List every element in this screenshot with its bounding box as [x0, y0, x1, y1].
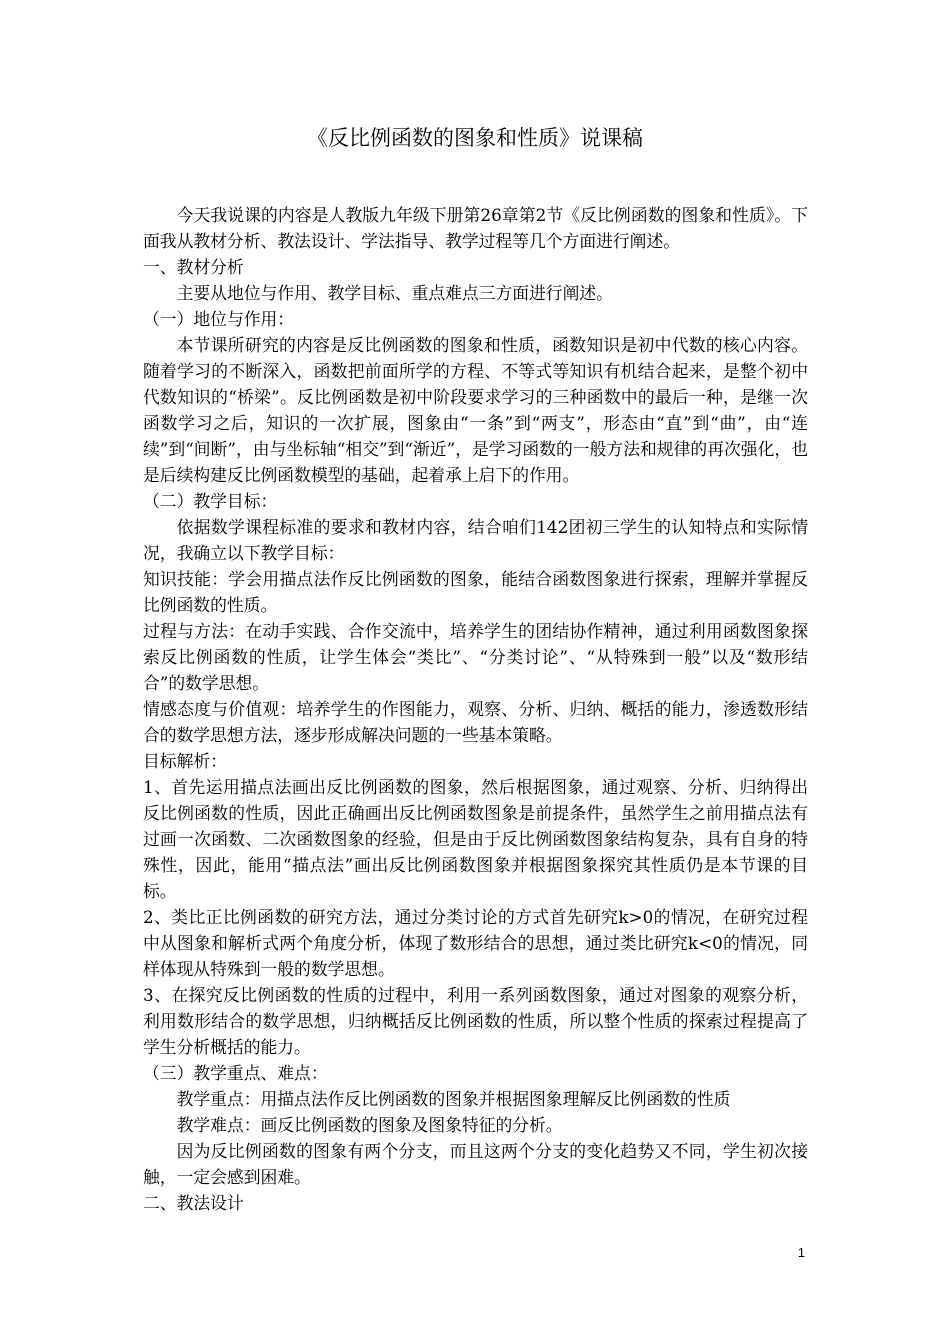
paragraph-role: 本节课所研究的内容是反比例函数的图象和性质，函数知识是初中代数的核心内容。随着学习的不断深入，函数把前面所学的方程、不等式等知识有机结合起来，是整个初中代数知识的“桥梁”。反比例函数是初中阶段要求学习的三种函数中的最后一种，是继一次函数学习之后，知识的一次扩展，图象由“一条”到“两支”，形态由“直”到“曲”，由“连续”到“间断”，由与坐标轴“相交”到“渐近”，是学习函数的一般方法和规律的再次强化，也是后续构建反比例函数模型的基础，起着承上启下的作用。: [143, 335, 808, 485]
paragraph-process-methods: 过程与方法：在动手实践、合作交流中，培养学生的团结协作精神，通过利用函数图象探索反比例函数的性质，让学生体会“类比”、“分类讨论”、“从特殊到一般”以及“数形结合”的数学思想。: [143, 621, 808, 693]
section-heading-textbook-analysis: 一、教材分析: [143, 257, 244, 277]
paragraph-difficulty-reason: 因为反比例函数的图象有两个分支，而且这两个分支的变化趋势又不同，学生初次接触，一定会感到困难。: [143, 1141, 808, 1187]
document-body: [143, 202, 808, 1216]
section-heading-teaching-method: 二、教法设计: [143, 1193, 244, 1213]
paragraph-analysis-overview: 主要从地位与作用、教学目标、重点难点三方面进行阐述。: [176, 283, 613, 303]
subsection-heading-role: （一）地位与作用：: [143, 309, 295, 329]
paragraph-analysis-point-2: 2、类比正比例函数的研究方法，通过分类讨论的方式首先研究k>0的情况，在研究过程中从图象和解析式两个角度分析，体现了数形结合的思想，通过类比研究k<0的情况，同样体现从特殊到一般的数学思想。: [143, 907, 808, 979]
document-title: 《反比例函数的图象和性质》说课稿: [307, 126, 643, 150]
paragraph-knowledge-skills: 知识技能：学会用描点法作反比例函数的图象，能结合函数图象进行探索，理解并掌握反比例函数的性质。: [143, 569, 808, 615]
page-number: 1: [797, 1245, 805, 1260]
subsection-heading-key-points: （三）教学重点、难点：: [143, 1063, 328, 1083]
paragraph-intro: 今天我说课的内容是人教版九年级下册第26章第2节《反比例函数的图象和性质》。下面我从教材分析、教法设计、学法指导、教学过程等几个方面进行阐述。: [143, 205, 808, 251]
paragraph-analysis-point-3: 3、在探究反比例函数的性质的过程中，利用一系列函数图象，通过对图象的观察分析，利用数形结合的数学思想，归纳概括反比例函数的性质，所以整个性质的探索过程提高了学生分析概括的能力。: [143, 985, 808, 1057]
paragraph-objectives-basis: 依据数学课程标准的要求和教材内容，结合咱们142团初三学生的认知特点和实际情况，我确立以下教学目标：: [143, 517, 808, 563]
paragraph-objective-analysis-heading: 目标解析：: [143, 751, 227, 771]
paragraph-analysis-point-1: 1、首先运用描点法画出反比例函数的图象，然后根据图象，通过观察、分析、归纳得出反比例函数的性质，因此正确画出反比例函数图象是前提条件，虽然学生之前用描点法有过画一次函数、二次函数图象的经验，但是由于反比例函数图象结构复杂，具有自身的特殊性，因此，能用“描点法”画出反比例函数图象并根据图象探究其性质仍是本节课的目标。: [143, 777, 808, 901]
paragraph-key-point: 教学重点：用描点法作反比例函数的图象并根据图象理解反比例函数的性质: [176, 1089, 731, 1109]
subsection-heading-objectives: （二）教学目标：: [143, 491, 278, 511]
paragraph-attitudes-values: 情感态度与价值观：培养学生的作图能力，观察、分析、归纳、概括的能力，渗透数形结合的数学思想方法，逐步形成解决问题的一些基本策略。: [143, 699, 808, 745]
paragraph-difficult-point: 教学难点：画反比例函数的图象及图象特征的分析。: [176, 1115, 563, 1135]
